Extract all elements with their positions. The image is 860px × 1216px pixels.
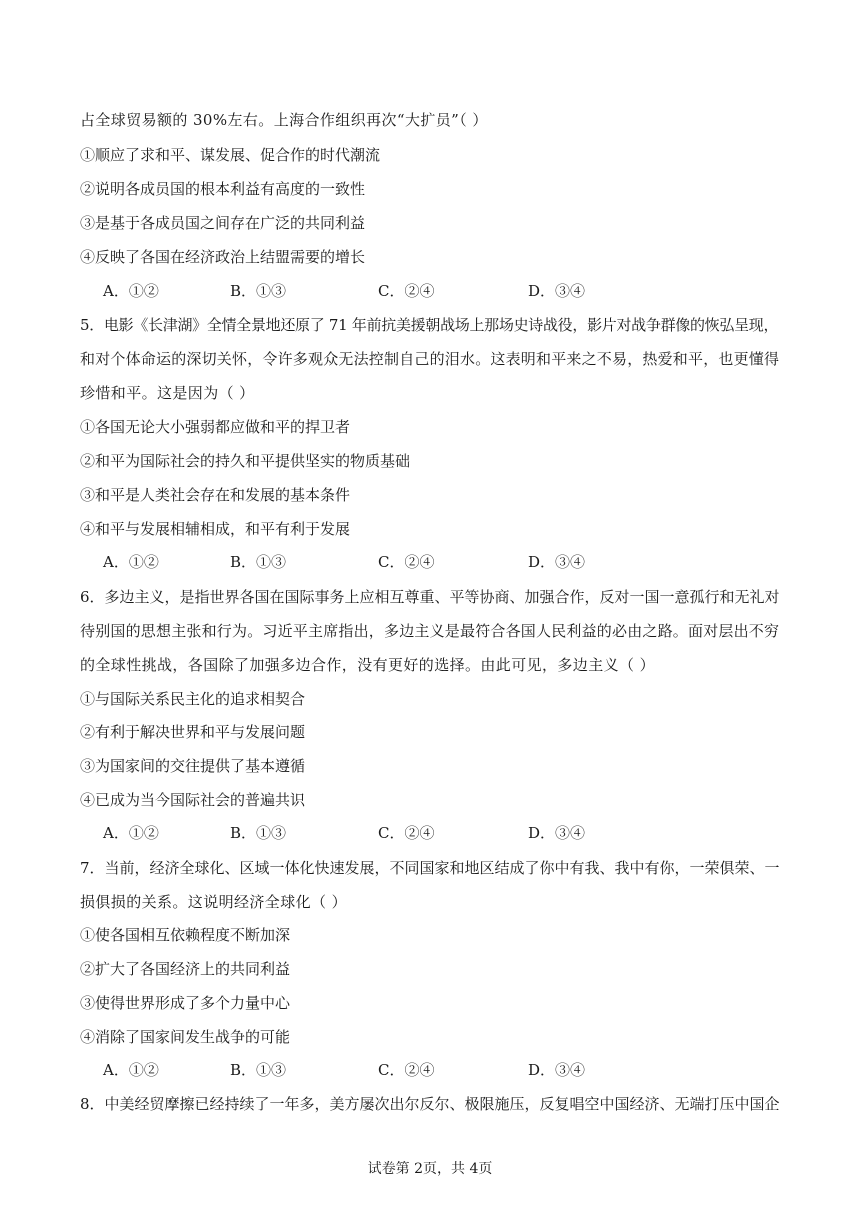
question-4-option-4: ④反映了各国在经济政治上结盟需要的增长 xyxy=(80,248,366,266)
question-4-choice-a: A．①② xyxy=(103,282,159,300)
question-4-stem-tail: 占全球贸易额的 30%左右。上海合作组织再次“大扩员”（ ） xyxy=(80,111,488,129)
question-5-option-1: ①各国无论大小强弱都应做和平的捍卫者 xyxy=(80,418,351,436)
question-4-choice-d: D．③④ xyxy=(528,282,586,300)
question-5-stem-line-3: 珍惜和平。这是因为（ ） xyxy=(80,384,255,402)
question-7-choice-a: A．①② xyxy=(103,1061,159,1079)
question-6-stem-line-2: 待别国的思想主张和行为。习近平主席指出，多边主义是最符合各国人民利益的必由之路。面对层出不穷 xyxy=(80,622,780,640)
question-5-choice-b: B．①③ xyxy=(230,553,287,571)
question-5-stem-line-1: 5．电影《长津湖》全情全景地还原了 71 年前抗美援朝战场上那场史诗战役，影片对战争群像的恢弘呈现， xyxy=(80,316,779,334)
question-6-option-2: ②有利于解决世界和平与发展问题 xyxy=(80,723,306,741)
question-6-choice-a: A．①② xyxy=(103,824,159,842)
question-7-choice-b: B．①③ xyxy=(230,1061,287,1079)
question-4-option-3: ③是基于各成员国之间存在广泛的共同利益 xyxy=(80,214,366,232)
question-5-choice-d: D．③④ xyxy=(528,553,586,571)
question-6-stem-line-1: 6．多边主义，是指世界各国在国际事务上应相互尊重、平等协商、加强合作，反对一国一意孤行和无礼对 xyxy=(80,588,780,606)
question-7-option-2: ②扩大了各国经济上的共同利益 xyxy=(80,960,291,978)
question-5-choice-a: A．①② xyxy=(103,553,159,571)
question-6-option-1: ①与国际关系民主化的追求相契合 xyxy=(80,690,306,708)
question-6-choice-c: C．②④ xyxy=(378,824,435,842)
question-7-stem-line-1: 7．当前，经济全球化、区域一体化快速发展，不同国家和地区结成了你中有我、我中有你，一荣俱荣、一 xyxy=(80,859,780,877)
question-5-option-3: ③和平是人类社会存在和发展的基本条件 xyxy=(80,486,351,504)
question-6-option-3: ③为国家间的交往提供了基本遵循 xyxy=(80,757,306,775)
question-5-option-4: ④和平与发展相辅相成，和平有利于发展 xyxy=(80,520,351,538)
question-5-stem-line-2: 和对个体命运的深切关怀，令许多观众无法控制自己的泪水。这表明和平来之不易，热爱和平，也更懂得 xyxy=(80,350,780,368)
question-8-stem-line-1: 8．中美经贸摩擦已经持续了一年多，美方屡次出尔反尔、极限施压，反复唱空中国经济、无端打压中国企 xyxy=(80,1095,780,1113)
question-7-option-1: ①使各国相互依赖程度不断加深 xyxy=(80,926,291,944)
question-7-stem-line-2: 损俱损的关系。这说明经济全球化（ ） xyxy=(80,893,347,911)
question-6-choice-d: D．③④ xyxy=(528,824,586,842)
question-7-option-4: ④消除了国家间发生战争的可能 xyxy=(80,1028,291,1046)
question-4-choice-b: B．①③ xyxy=(230,282,287,300)
page-footer: 试卷第 2页，共 4页 xyxy=(367,1161,493,1177)
question-7-choice-d: D．③④ xyxy=(528,1061,586,1079)
question-6-option-4: ④已成为当今国际社会的普遍共识 xyxy=(80,791,306,809)
question-6-stem-line-3: 的全球性挑战，各国除了加强多边合作，没有更好的选择。由此可见，多边主义（ ） xyxy=(80,656,655,674)
question-7-option-3: ③使得世界形成了多个力量中心 xyxy=(80,994,291,1012)
question-5-choice-c: C．②④ xyxy=(378,553,435,571)
question-5-option-2: ②和平为国际社会的持久和平提供坚实的物质基础 xyxy=(80,452,411,470)
question-4-option-2: ②说明各成员国的根本利益有高度的一致性 xyxy=(80,180,366,198)
question-6-choice-b: B．①③ xyxy=(230,824,287,842)
question-7-choice-c: C．②④ xyxy=(378,1061,435,1079)
question-4-choice-c: C．②④ xyxy=(378,282,435,300)
question-4-option-1: ①顺应了求和平、谋发展、促合作的时代潮流 xyxy=(80,146,381,164)
